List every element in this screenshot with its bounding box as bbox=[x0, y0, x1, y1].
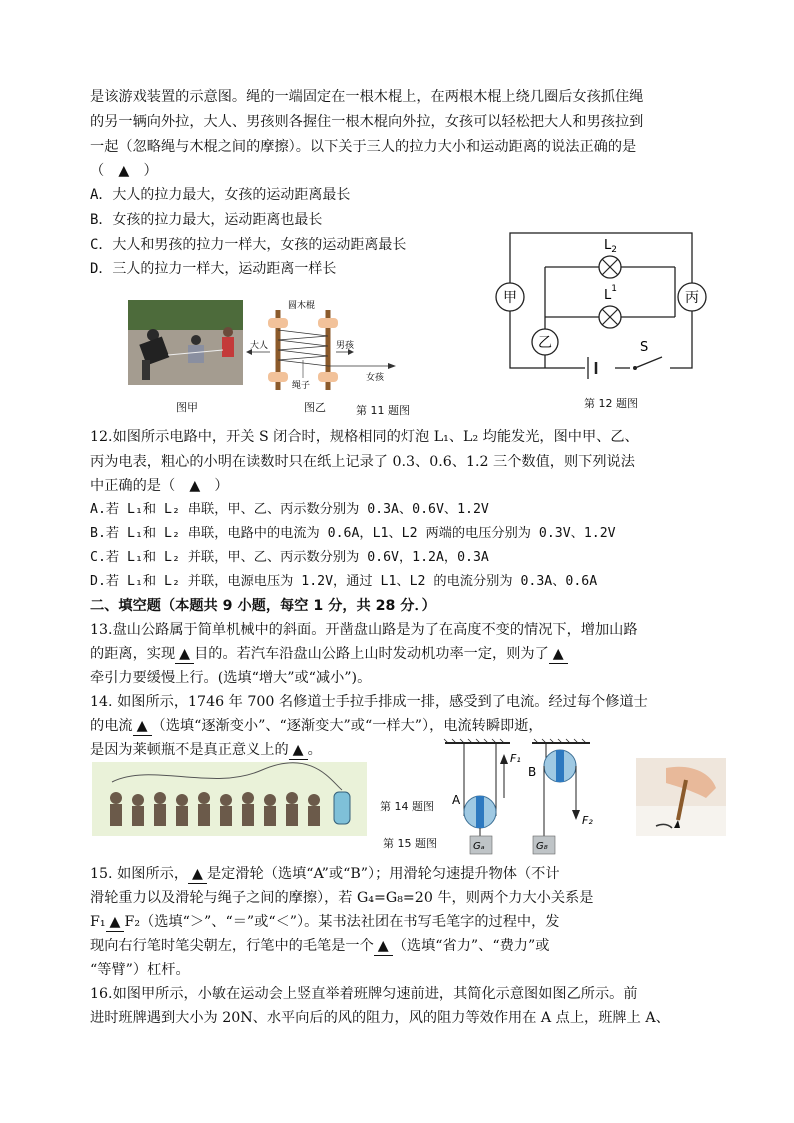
q12-caption: 第 12 题图 bbox=[584, 397, 638, 410]
section-2-heading: 二、填空题（本题共 9 小题，每空 1 分，共 28 分．） bbox=[90, 598, 436, 614]
force-f1-label: F₁ bbox=[510, 752, 521, 765]
q12-line-3: 中正确的是（ ▲ ） bbox=[90, 478, 229, 494]
q15-blank-1[interactable]: ▲ bbox=[188, 865, 207, 884]
q14-line-1: 14. 如图所示，1746 年 700 名修道士手拉手排成一排，感受到了电流。经过每个修道士 bbox=[90, 694, 648, 710]
q15-line-2: 滑轮重力以及滑轮与绳子之间的摩擦），若 G₄=G₈=20 牛，则两个力大小关系是 bbox=[90, 890, 594, 906]
q12-option-a: A.若 L₁和 L₂ 串联，甲、乙、丙示数分别为 0.3A、0.6V、1.2V bbox=[90, 502, 489, 517]
q15-caption: 第 15 题图 bbox=[383, 837, 437, 850]
q13-blank-2[interactable]: ▲ bbox=[549, 645, 568, 664]
pulley-b-label: B bbox=[528, 765, 537, 779]
q11-fig-yi: 图乙 bbox=[304, 401, 326, 414]
force-f2-label: F₂ bbox=[582, 814, 593, 827]
q14-caption: 第 14 题图 bbox=[380, 800, 434, 813]
meter-jia: 甲 bbox=[503, 290, 517, 306]
label-girl: 女孩 bbox=[366, 373, 385, 383]
svg-text:L2: $L_2$ bbox=[604, 238, 617, 255]
q16-line-1: 16.如图甲所示，小敏在运动会上竖直举着班牌匀速前进，其简化示意图如图乙所示。前 bbox=[90, 986, 638, 1002]
q15-figure-pulleys bbox=[440, 738, 593, 858]
q11-option-c: C．大人和男孩的拉力一样大，女孩的运动距离最长 bbox=[90, 237, 407, 253]
q11-figure-diagram bbox=[248, 300, 408, 400]
q12-circuit-diagram bbox=[490, 225, 715, 385]
q12-line-1: 12.如图所示电路中，开关 S 闭合时，规格相同的灯泡 L₁、L₂ 均能发光，图中甲、乙、 bbox=[90, 429, 639, 445]
q13-line-3: 牵引力要缓慢上行。(选填“增大”或“减小”)。 bbox=[90, 670, 372, 686]
q13-line-2: 的距离，实现 ▲ 目的。若汽车沿盘山公路上山时发动机功率一定，则为了 ▲ bbox=[90, 642, 710, 666]
q14-line-3: 是因为莱顿瓶不是真正意义上的 ▲ 。 bbox=[90, 742, 322, 758]
q15-line-4: 现向右行笔时笔尖朝左，行笔中的毛笔是一个 ▲ （选填“省力”、“费力”或 bbox=[90, 938, 550, 954]
weight-gb-label: G₈ bbox=[536, 841, 548, 852]
q12-line-2: 丙为电表，粗心的小明在读数时只在纸上记录了 0.3、0.6、1.2 三个数值，则下列说法 bbox=[90, 454, 635, 470]
q15-blank-2[interactable]: ▲ bbox=[106, 913, 125, 932]
weight-ga-label: Gₐ bbox=[473, 841, 485, 852]
label-rope: 绳子 bbox=[292, 381, 311, 391]
q13-blank-1[interactable]: ▲ bbox=[175, 645, 194, 664]
svg-text:L1: $L^1$ bbox=[604, 284, 617, 303]
q14-blank-1[interactable]: ▲ bbox=[133, 717, 152, 736]
label-boy: 男孩 bbox=[336, 341, 355, 351]
q12-option-b: B.若 L₁和 L₂ 串联，电路中的电流为 0.6A，L1、L2 两端的电压分别为 0.3V、1.2V bbox=[90, 526, 616, 541]
q11-option-a: A．大人的拉力最大，女孩的运动距离最长 bbox=[90, 187, 351, 203]
pulley-a-label: A bbox=[452, 793, 461, 807]
switch-label: S bbox=[640, 340, 649, 355]
q15-blank-3[interactable]: ▲ bbox=[374, 937, 393, 956]
q15-line-1: 15. 如图所示， ▲ 是定滑轮（选填“A”或“B”）；用滑轮匀速提升物体（不计 bbox=[90, 866, 560, 882]
q14-figure-monks bbox=[92, 762, 367, 836]
q11-answer-slot: （ ▲ ） bbox=[90, 163, 158, 179]
meter-yi: 乙 bbox=[538, 335, 552, 351]
q11-fig-jia: 图甲 bbox=[176, 401, 198, 414]
q13-line-1: 13.盘山公路属于简单机械中的斜面。开凿盘山路是为了在高度不变的情况下，增加山路 bbox=[90, 622, 638, 638]
label-adult: 大人 bbox=[250, 341, 269, 351]
q15-brush-photo bbox=[636, 758, 726, 836]
q16-line-2: 进时班牌遇到大小为 20N、水平向后的风的阻力，风的阻力等效作用在 A 点上，班牌上 A、 bbox=[90, 1010, 670, 1026]
q11-caption: 第 11 题图 bbox=[356, 404, 410, 417]
q15-line-3: F₁ ▲ F₂（选填“＞”、“＝”或“＜”）。某书法社团在书写毛笔字的过程中，发 bbox=[90, 914, 560, 930]
q12-option-d: D.若 L₁和 L₂ 并联，电源电压为 1.2V，通过 L1、L2 的电流分别为 0.3A、0.6A bbox=[90, 574, 598, 589]
q14-line-2: 的电流 ▲ （选填“逐渐变小”、“逐渐变大”或“一样大”），电流转瞬即逝， bbox=[90, 718, 543, 734]
q12-option-c: C.若 L₁和 L₂ 并联，甲、乙、丙示数分别为 0.6V，1.2A，0.3A bbox=[90, 550, 489, 565]
q14-blank-2[interactable]: ▲ bbox=[289, 741, 308, 760]
q11-figure-photo bbox=[128, 300, 243, 385]
q11-line-3: 一起（忽略绳与木棍之间的摩擦）。以下关于三人的拉力大小和运动距离的说法正确的是 bbox=[90, 139, 637, 155]
q15-line-5: “等臂”）杠杆。 bbox=[90, 962, 190, 978]
q11-option-d: D．三人的拉力一样大，运动距离一样长 bbox=[90, 261, 337, 277]
q11-line-2: 的另一辆向外拉，大人、男孩则各握住一根木棍向外拉，女孩可以轻松把大人和男孩拉到 bbox=[90, 114, 644, 130]
q11-option-b: B．女孩的拉力最大，运动距离也最长 bbox=[90, 212, 323, 228]
meter-bing: 丙 bbox=[685, 290, 699, 306]
q11-line-1: 是该游戏装置的示意图。绳的一端固定在一根木棍上，在两根木棍上绕几圈后女孩抓住绳 bbox=[90, 89, 644, 105]
label-stick: 圆木棍 bbox=[288, 301, 316, 311]
